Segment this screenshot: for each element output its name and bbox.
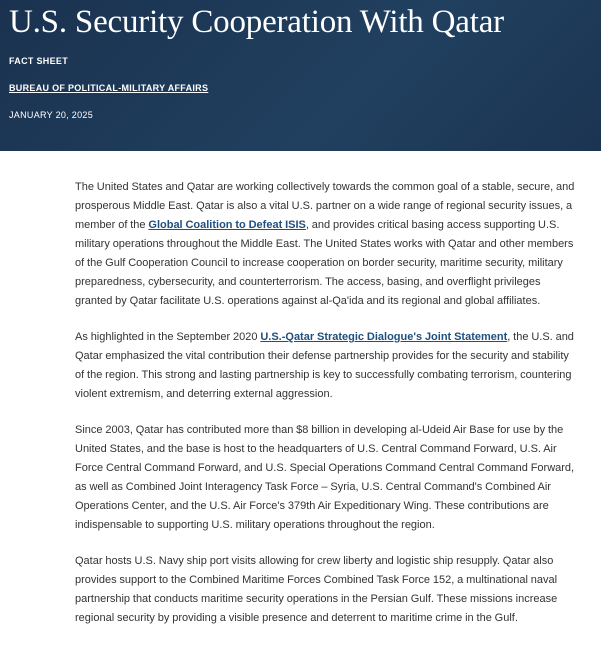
page-header (0, 0, 601, 151)
paragraph-4: Qatar hosts U.S. Navy ship port visits allowing for crew liberty and logistic ship resupply. Qatar also provides support to the Combined Maritime Forces Combined Task Force 152, a multinational naval partnership that conducts maritime security operations in the Persian Gulf. These missions increase regional security by providing a visible presence and deterrent to maritime crime in the Gulf. (75, 555, 558, 624)
paragraph-text: The United States and Qatar are working collectively towards the common goal of a stable, secure, and prosperous Middle East. Qatar is also a vital U.S. partner on a wide range of regional security issues, a member of the (75, 181, 575, 231)
paragraph-3: Since 2003, Qatar has contributed more than $8 billion in developing al-Udeid Air Base for use by the United States, and the base is host to the headquarters of U.S. Central Command Forward, U.S. Air Force Central Command Forward, and U.S. Special Operations Command Central Command Forward, as well as Combined Joint Interagency Task Force – Syria, U.S. Central Command's Combined Air Operations Center, and the U.S. Air Force's 379th Air Expeditionary Wing. These contributions are indispensable to supporting U.S. military operations throughout the region. (75, 424, 575, 531)
global-coalition-link[interactable]: Global Coalition to Defeat ISIS (148, 219, 306, 231)
paragraph-2 (75, 328, 580, 404)
publish-date: JANUARY 20, 2025 (9, 110, 94, 120)
document-type-label: FACT SHEET (9, 56, 69, 66)
paragraph-text: , and provides critical basing access supporting U.S. military operations throughout the Middle East. The United States works with Qatar and other members of the Gulf Cooperation Council to increase cooperation on border security, maritime security, military preparedness, cybersecurity, and counterterrorism. The access, basing, and overflight privileges granted by Qatar facilitate U.S. operations against al-Qa'ida and its regional and global affiliates. (75, 219, 574, 307)
page-title: U.S. Security Cooperation With Qatar (9, 4, 504, 40)
joint-statement-link[interactable]: U.S.-Qatar Strategic Dialogue's Joint Statement (260, 331, 508, 343)
paragraph-text: , the U.S. and Qatar emphasized the vital contribution their defense partnership provides for the security and stability of the region. This strong and lasting partnership is key to successfully combating terrorism, countering violent extremism, and deterring external aggression. (75, 331, 574, 400)
bureau-link[interactable]: BUREAU OF POLITICAL-MILITARY AFFAIRS (9, 83, 209, 93)
paragraph-text: As highlighted in the September 2020 (75, 331, 261, 343)
paragraph-1 (75, 178, 580, 311)
article-body (75, 178, 580, 645)
